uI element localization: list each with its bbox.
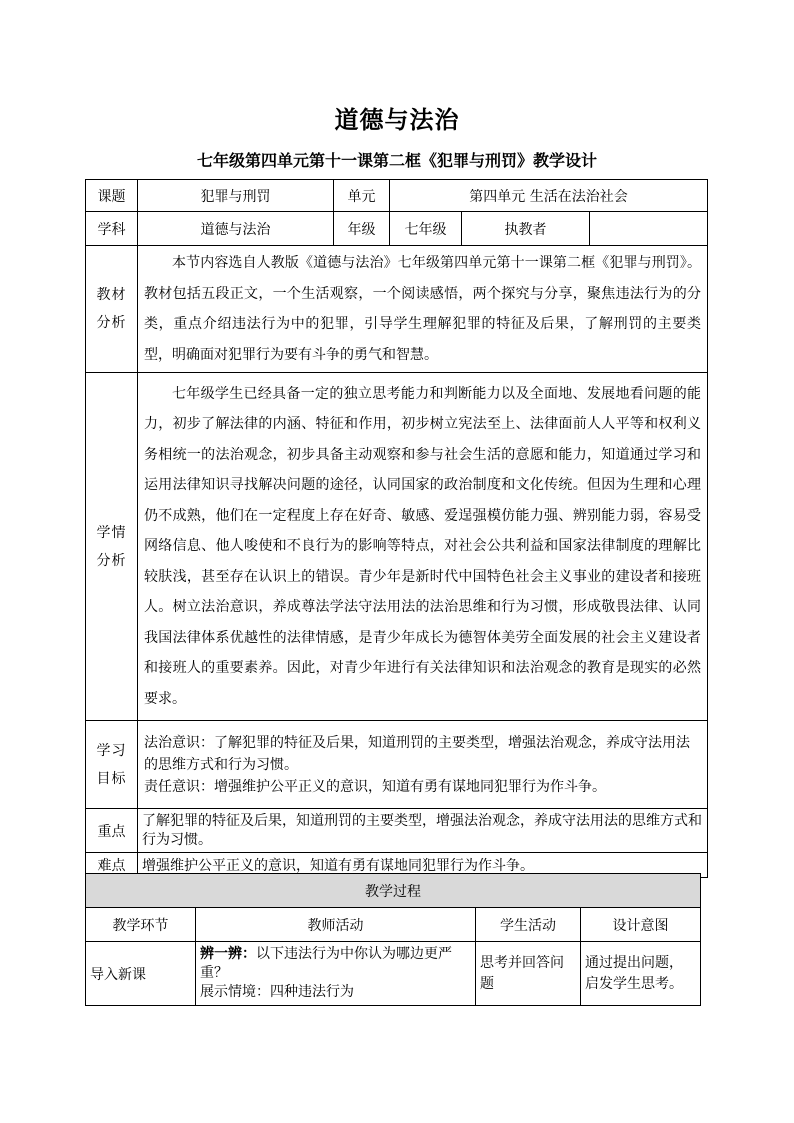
textbook-analysis-text: 本节内容选自人教版《道德与法治》七年级第四单元第十一课第二框《犯罪与刑罚》。教材包括五段正文，一个生活观察，一个阅读感悟，两个探究与分享，聚焦违法行为的分类，重点介绍违法行为中的犯罪，引导学生理解犯罪的特征及后果，了解刑罚的主要类型，明确面对犯罪行为要有斗争的勇气和智慧。 xyxy=(138,246,708,373)
row-objectives xyxy=(86,721,708,809)
label-key-points: 重点 xyxy=(86,809,138,853)
student-activity-intro: 思考并回答问题 xyxy=(476,942,581,1006)
value-grade: 七年级 xyxy=(390,212,462,246)
row-textbook-analysis xyxy=(86,246,708,373)
key-points-text: 了解犯罪的特征及后果，知道刑罚的主要类型，增强法治观念，养成守法用法的思维方式和行为习惯。 xyxy=(138,809,708,853)
objectives-text: 法治意识：了解犯罪的特征及后果，知道刑罚的主要类型，增强法治观念，养成守法用法的思维方式和行为习惯。 责任意识：增强维护公平正义的意识，知道有勇有谋地同犯罪行为作斗争。 xyxy=(138,721,708,809)
page-subtitle: 七年级第四单元第十一课第二框《犯罪与刑罚》教学设计 xyxy=(196,151,597,170)
label-grade: 年级 xyxy=(334,212,390,246)
label-textbook-analysis: 教材 分析 xyxy=(86,246,138,373)
col-intent: 设计意图 xyxy=(581,908,701,942)
value-topic: 犯罪与刑罚 xyxy=(138,180,334,212)
process-header-row xyxy=(86,874,701,908)
page-title: 道德与法治 xyxy=(334,106,460,134)
teacher-activity-intro: 辨一辨：以下违法行为中你认为哪边更严重？ 展示情境：四种违法行为 xyxy=(196,942,476,1006)
value-teacher xyxy=(590,212,708,246)
lesson-info-table xyxy=(85,179,708,878)
value-subject: 道德与法治 xyxy=(138,212,334,246)
row-topic xyxy=(86,180,708,212)
row-subject xyxy=(86,212,708,246)
label-student-analysis: 学情 分析 xyxy=(86,373,138,721)
activity-heading: 辨一辨： xyxy=(200,946,256,962)
process-column-row xyxy=(86,908,701,942)
value-unit: 第四单元 生活在法治社会 xyxy=(390,180,708,212)
label-unit: 单元 xyxy=(334,180,390,212)
label-subject: 学科 xyxy=(86,212,138,246)
process-header: 教学过程 xyxy=(86,874,701,908)
label-objectives: 学习 目标 xyxy=(86,721,138,809)
col-stage: 教学环节 xyxy=(86,908,196,942)
label-difficult-points: 难点 xyxy=(86,853,138,878)
process-row-intro xyxy=(86,942,701,1006)
difficult-points-text: 增强维护公平正义的意识，知道有勇有谋地同犯罪行为作斗争。 xyxy=(138,853,708,878)
row-student-analysis xyxy=(86,373,708,721)
col-teacher: 教师活动 xyxy=(196,908,476,942)
col-student: 学生活动 xyxy=(476,908,581,942)
label-topic: 课题 xyxy=(86,180,138,212)
student-analysis-text: 七年级学生已经具备一定的独立思考能力和判断能力以及全面地、发展地看问题的能力，初步了解法律的内涵、特征和作用，初步树立宪法至上、法律面前人人平等和权利义务相统一的法治观念，初步具备主动观察和参与社会生活的意愿和能力，知道通过学习和运用法律知识寻找解决问题的途径，认同国家的政治制度和文化传统。但因为生理和心理仍不成熟，他们在一定程度上存在好奇、敏感、爱逞强模仿能力强、辨别能力弱，容易受网络信息、他人唆使和不良行为的影响等特点，对社会公共利益和国家法律制度的理解比较肤浅，甚至存在认识上的错误。青少年是新时代中国特色社会主义事业的建设者和接班人。树立法治意识，养成尊法学法守法用法的法治思维和行为习惯，形成敬畏法律、认同我国法律体系优越性的法律情感，是青少年成长为德智体美劳全面发展的社会主义建设者和接班人的重要素养。因此，对青少年进行有关法律知识和法治观念的教育是现实的必然要求。 xyxy=(138,373,708,721)
label-teacher: 执教者 xyxy=(462,212,590,246)
row-key-points xyxy=(86,809,708,853)
design-intent-intro: 通过提出问题，启发学生思考。 xyxy=(581,942,701,1006)
teaching-process-table xyxy=(85,873,701,1006)
stage-intro: 导入新课 xyxy=(86,942,196,1006)
